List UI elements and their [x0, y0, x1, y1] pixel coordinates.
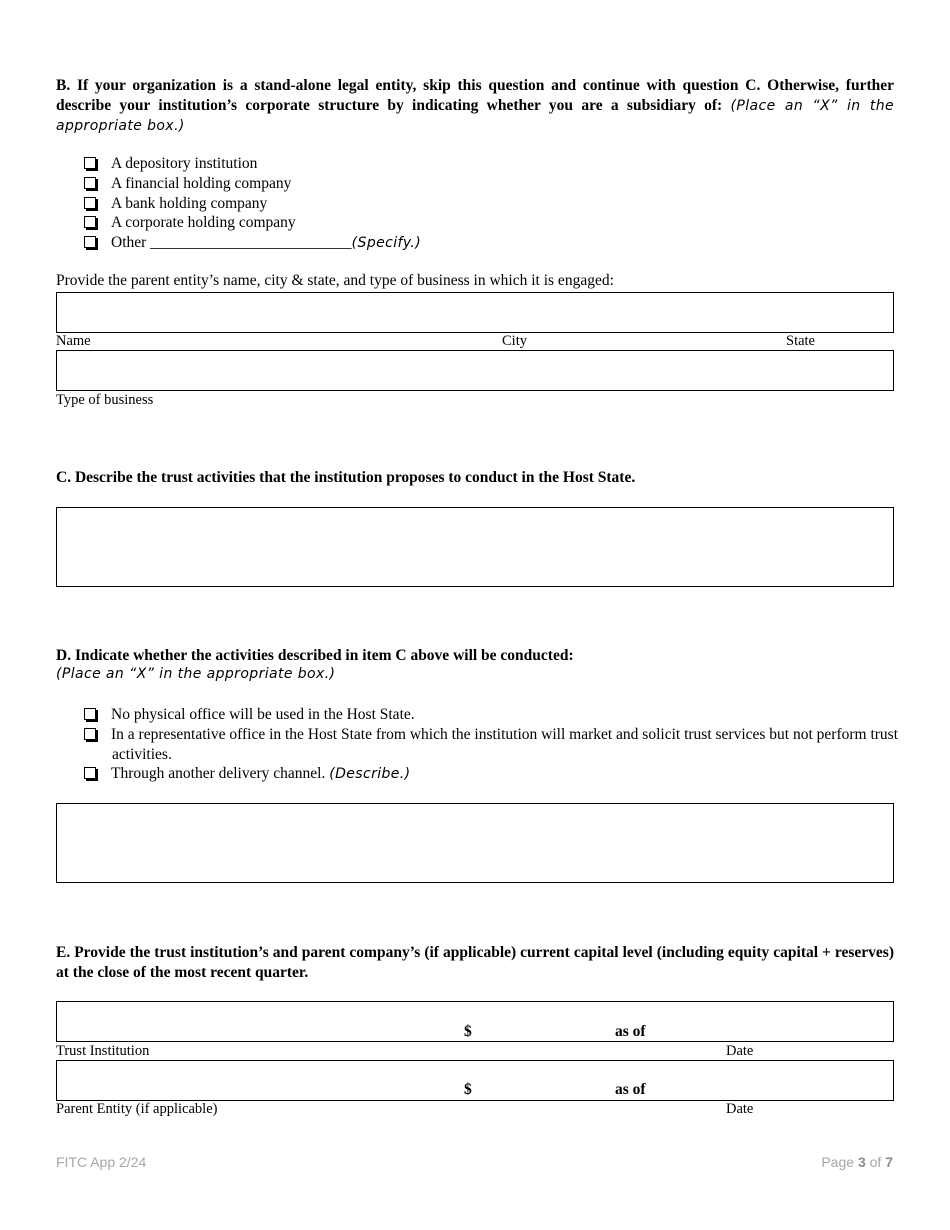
page-word: Page [821, 1154, 855, 1170]
option-label: A bank holding company [111, 195, 268, 212]
checkbox[interactable] [84, 728, 96, 740]
type-of-business-field[interactable] [56, 350, 894, 391]
option-financial-holding-company[interactable] [84, 174, 291, 194]
parent-entity-capital-field[interactable] [56, 1060, 894, 1101]
page-of: of [869, 1154, 882, 1170]
option-label: A depository institution [111, 155, 258, 172]
name-label: Name [56, 333, 91, 349]
other-specify-blank[interactable]: __________________________ [150, 234, 352, 251]
form-id: FITC App 2/24 [56, 1154, 147, 1170]
option-corporate-holding-company[interactable] [84, 213, 296, 233]
option-no-physical-office[interactable] [84, 705, 415, 725]
checkbox[interactable] [84, 767, 96, 779]
checkbox[interactable] [84, 197, 96, 209]
type-of-business-label: Type of business [56, 392, 154, 408]
option-depository-institution[interactable] [84, 154, 257, 174]
option-label: A financial holding company [111, 175, 292, 192]
option-label: Other [111, 234, 147, 251]
checkbox[interactable] [84, 708, 96, 720]
trust-institution-capital-field[interactable] [56, 1001, 894, 1042]
trust-activities-field[interactable] [56, 507, 894, 587]
option-other[interactable] [84, 233, 421, 254]
checkbox[interactable] [84, 177, 96, 189]
section-e-question: E. Provide the trust institution’s and parent company’s (if applicable) current capital level (including equity capital + reserves) at the close of the most recent quarter. [56, 944, 894, 981]
parent-date-label: Date [726, 1101, 754, 1117]
trust-date-label: Date [726, 1043, 754, 1059]
parent-dollar-sign: $ [464, 1081, 472, 1098]
trust-dollar-sign: $ [464, 1023, 472, 1040]
page-current: 3 [857, 1154, 866, 1170]
trust-institution-label: Trust Institution [56, 1043, 150, 1059]
checkbox[interactable] [84, 216, 96, 228]
section-d-instruction: (Place an “X” in the appropriate box.) [56, 666, 336, 682]
parent-entity-label: Parent Entity (if applicable) [56, 1101, 218, 1117]
other-specify-hint: (Specify.) [351, 235, 422, 251]
parent-name-city-state-field[interactable] [56, 292, 894, 333]
checkbox[interactable] [84, 157, 96, 169]
page-number [821, 1154, 893, 1170]
trust-as-of: as of [615, 1023, 646, 1040]
option-label: Through another delivery channel. [111, 765, 326, 782]
city-label: City [502, 333, 527, 349]
checkbox[interactable] [84, 236, 96, 248]
option-other-delivery-channel[interactable] [84, 764, 411, 785]
parent-entity-prompt: Provide the parent entity’s name, city & state, and type of business in which it is engaged: [56, 272, 614, 289]
state-label: State [786, 333, 815, 349]
page-total: 7 [885, 1154, 893, 1170]
section-b-question-text: B. If your organization is a stand-alone legal entity, skip this question and continue with question C. Otherwise, further describe your institution’s corporate structure by indicating whether you are a subsidiary of: [56, 77, 894, 114]
option-label: A corporate holding company [111, 214, 296, 231]
describe-hint: (Describe.) [329, 766, 411, 782]
section-b-question [56, 76, 894, 137]
option-label: In a representative office in the Host State from which the institution will market and solicit trust services but not perform trust activities. [111, 726, 899, 763]
section-b-instruction: (Place an “X” in the appropriate box.) [56, 97, 895, 134]
delivery-channel-description-field[interactable] [56, 803, 894, 883]
option-representative-office[interactable] [84, 725, 917, 764]
section-c-question: C. Describe the trust activities that the institution proposes to conduct in the Host State. [56, 469, 636, 486]
option-bank-holding-company[interactable] [84, 194, 267, 214]
option-label: No physical office will be used in the Host State. [111, 706, 415, 723]
section-d-question: D. Indicate whether the activities described in item C above will be conducted: [56, 647, 574, 664]
parent-as-of: as of [615, 1081, 646, 1098]
